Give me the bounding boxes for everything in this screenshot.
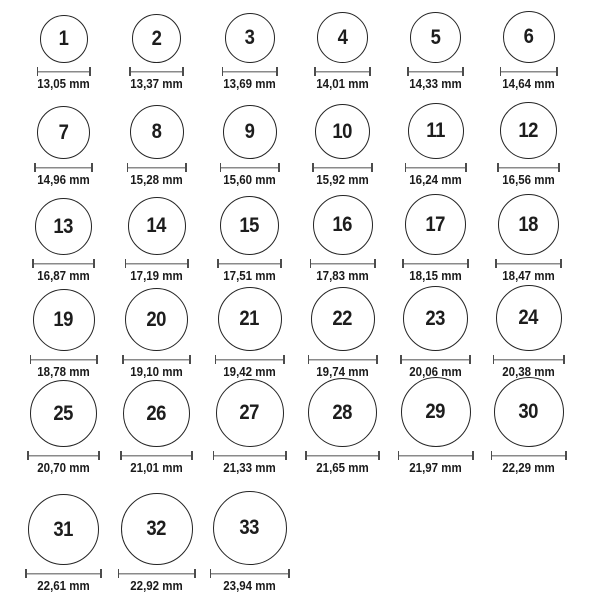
diameter-label: 22,29 mm <box>502 460 555 475</box>
ring-size-number: 13 <box>53 214 74 238</box>
diameter-label: 14,01 mm <box>316 76 369 91</box>
ring-size-cell <box>482 285 575 384</box>
ring-size-number: 26 <box>146 401 167 425</box>
diameter-label: 23,94 mm <box>223 578 276 593</box>
diameter-label: 21,01 mm <box>130 460 183 475</box>
ring-size-number: 17 <box>425 212 446 236</box>
diameter-label: 13,37 mm <box>130 76 183 91</box>
diameter-dimension-line <box>402 259 469 268</box>
diameter-label: 13,05 mm <box>37 76 90 91</box>
ring-size-cell <box>17 198 110 288</box>
diameter-label: 20,06 mm <box>409 364 462 379</box>
diameter-dimension-line <box>497 163 560 172</box>
ring-circle <box>130 105 184 159</box>
ring-circle <box>223 105 277 159</box>
ring-size-cell <box>17 289 110 384</box>
ring-size-number: 1 <box>58 27 69 51</box>
ring-size-cell <box>203 287 296 384</box>
diameter-dimension-line <box>220 163 280 172</box>
ring-size-number: 24 <box>518 306 539 330</box>
ring-size-number: 14 <box>146 214 167 238</box>
ring-size-row <box>17 384 600 480</box>
ring-circle <box>33 289 95 351</box>
ring-size-number: 25 <box>53 401 74 425</box>
ring-size-number: 10 <box>332 119 353 143</box>
diameter-label: 22,61 mm <box>37 578 90 593</box>
diameter-label: 15,28 mm <box>130 172 183 187</box>
ring-size-cell <box>203 196 296 288</box>
ring-circle <box>218 287 282 351</box>
ring-size-number: 33 <box>239 516 260 540</box>
ring-circle <box>496 285 562 351</box>
ring-size-cell <box>482 194 575 288</box>
ring-size-number: 30 <box>518 400 539 424</box>
diameter-label: 14,64 mm <box>502 76 555 91</box>
ring-size-number: 28 <box>332 400 353 424</box>
diameter-dimension-line <box>217 259 282 268</box>
ring-size-cell <box>110 105 203 192</box>
ring-circle <box>308 378 377 447</box>
ring-circle <box>315 104 370 159</box>
diameter-dimension-line <box>37 67 91 76</box>
ring-circle <box>410 12 461 63</box>
ring-size-cell <box>203 13 296 96</box>
ring-size-cell <box>296 104 389 192</box>
diameter-dimension-line <box>493 355 565 364</box>
ring-size-row <box>17 480 600 598</box>
ring-size-number: 2 <box>151 26 162 50</box>
diameter-dimension-line <box>120 451 193 460</box>
ring-size-cell <box>17 15 110 96</box>
diameter-dimension-line <box>405 163 467 172</box>
ring-circle <box>37 106 90 159</box>
ring-size-number: 27 <box>239 401 260 425</box>
diameter-dimension-line <box>398 451 474 460</box>
ring-size-cell <box>203 379 296 480</box>
ring-size-number: 8 <box>151 120 162 144</box>
diameter-dimension-line <box>314 67 371 76</box>
diameter-label: 14,33 mm <box>409 76 462 91</box>
ring-size-number: 23 <box>425 306 446 330</box>
ring-size-number: 22 <box>332 307 353 331</box>
ring-size-cell <box>389 12 482 96</box>
diameter-label: 21,97 mm <box>409 460 462 475</box>
diameter-label: 15,92 mm <box>316 172 369 187</box>
diameter-label: 16,56 mm <box>502 172 555 187</box>
ring-size-number: 29 <box>425 400 446 424</box>
ring-size-cell <box>296 287 389 384</box>
diameter-dimension-line <box>125 259 189 268</box>
ring-size-cell <box>389 103 482 192</box>
ring-size-number: 19 <box>53 308 74 332</box>
diameter-label: 17,51 mm <box>223 268 276 283</box>
diameter-label: 21,33 mm <box>223 460 276 475</box>
ring-circle <box>405 194 466 255</box>
ring-size-cell <box>296 378 389 480</box>
diameter-dimension-line <box>222 67 278 76</box>
ring-circle <box>498 194 559 255</box>
ring-circle <box>225 13 275 63</box>
ring-size-number: 20 <box>146 307 167 331</box>
ring-size-cell <box>482 377 575 480</box>
ring-size-cell <box>203 105 296 192</box>
ring-circle <box>503 11 555 63</box>
ring-size-cell <box>482 102 575 192</box>
ring-size-number: 7 <box>58 120 69 144</box>
ring-size-cell <box>17 494 110 598</box>
ring-size-row <box>17 288 600 384</box>
ring-size-cell <box>296 195 389 288</box>
ring-size-number: 18 <box>518 212 539 236</box>
diameter-label: 18,47 mm <box>502 268 555 283</box>
ring-circle <box>28 494 99 565</box>
diameter-label: 18,15 mm <box>409 268 462 283</box>
ring-size-number: 4 <box>337 25 348 49</box>
ring-circle <box>403 286 468 351</box>
ring-size-cell <box>110 380 203 480</box>
ring-circle <box>125 288 188 351</box>
ring-size-number: 16 <box>332 213 353 237</box>
diameter-label: 19,74 mm <box>316 364 369 379</box>
ring-circle <box>220 196 279 255</box>
ring-circle <box>30 380 97 447</box>
diameter-dimension-line <box>122 355 191 364</box>
ring-circle <box>317 12 368 63</box>
diameter-dimension-line <box>400 355 471 364</box>
ring-circle <box>311 287 375 351</box>
ring-size-cell <box>110 493 203 598</box>
ring-circle <box>40 15 88 63</box>
ring-size-cell <box>482 11 575 96</box>
diameter-dimension-line <box>310 259 376 268</box>
diameter-dimension-line <box>308 355 378 364</box>
ring-size-cell <box>110 197 203 288</box>
diameter-dimension-line <box>30 355 98 364</box>
ring-circle <box>494 377 564 447</box>
ring-size-number: 11 <box>426 119 445 143</box>
diameter-label: 18,78 mm <box>37 364 90 379</box>
ring-circle <box>216 379 284 447</box>
diameter-label: 16,87 mm <box>37 268 90 283</box>
diameter-dimension-line <box>118 569 196 578</box>
diameter-label: 17,83 mm <box>316 268 369 283</box>
ring-size-cell <box>17 380 110 480</box>
ring-size-number: 9 <box>244 120 255 144</box>
ring-size-cell <box>389 286 482 384</box>
diameter-label: 16,24 mm <box>409 172 462 187</box>
ring-circle <box>500 102 557 159</box>
ring-circle <box>313 195 373 255</box>
diameter-dimension-line <box>210 569 290 578</box>
diameter-label: 19,10 mm <box>130 364 183 379</box>
ring-circle <box>213 491 287 565</box>
diameter-dimension-line <box>491 451 567 460</box>
ring-size-number: 12 <box>518 118 539 142</box>
ring-circle <box>128 197 186 255</box>
ring-size-cell <box>110 288 203 384</box>
ring-size-row <box>17 192 600 288</box>
diameter-dimension-line <box>305 451 380 460</box>
ring-circle <box>408 103 464 159</box>
ring-size-cell <box>17 106 110 192</box>
diameter-dimension-line <box>27 451 100 460</box>
ring-size-number: 5 <box>430 25 441 49</box>
diameter-label: 21,65 mm <box>316 460 369 475</box>
diameter-dimension-line <box>407 67 464 76</box>
ring-circle <box>401 377 471 447</box>
diameter-dimension-line <box>215 355 285 364</box>
ring-circle <box>121 493 193 565</box>
ring-size-cell <box>389 377 482 480</box>
diameter-dimension-line <box>32 259 95 268</box>
diameter-label: 20,70 mm <box>37 460 90 475</box>
ring-size-number: 15 <box>239 213 260 237</box>
ring-size-number: 6 <box>523 25 534 49</box>
diameter-dimension-line <box>213 451 287 460</box>
diameter-label: 20,38 mm <box>502 364 555 379</box>
ring-size-cell <box>110 14 203 96</box>
ring-size-row <box>17 96 600 192</box>
diameter-label: 17,19 mm <box>130 268 183 283</box>
ring-size-cell <box>389 194 482 288</box>
diameter-label: 19,42 mm <box>223 364 276 379</box>
diameter-label: 14,96 mm <box>37 172 90 187</box>
ring-size-cell <box>203 491 296 598</box>
diameter-dimension-line <box>500 67 558 76</box>
diameter-dimension-line <box>34 163 93 172</box>
ring-circle <box>132 14 181 63</box>
ring-size-number: 31 <box>53 517 74 541</box>
diameter-dimension-line <box>25 569 102 578</box>
ring-circle <box>123 380 190 447</box>
ring-size-number: 21 <box>239 307 260 331</box>
diameter-dimension-line <box>495 259 562 268</box>
diameter-label: 22,92 mm <box>130 578 183 593</box>
ring-size-row <box>17 0 600 96</box>
diameter-label: 13,69 mm <box>223 76 276 91</box>
ring-size-number: 32 <box>146 517 167 541</box>
diameter-dimension-line <box>312 163 373 172</box>
ring-size-number: 3 <box>244 26 255 50</box>
diameter-label: 15,60 mm <box>223 172 276 187</box>
diameter-dimension-line <box>129 67 184 76</box>
ring-size-cell <box>296 12 389 96</box>
diameter-dimension-line <box>127 163 187 172</box>
ring-circle <box>35 198 92 255</box>
